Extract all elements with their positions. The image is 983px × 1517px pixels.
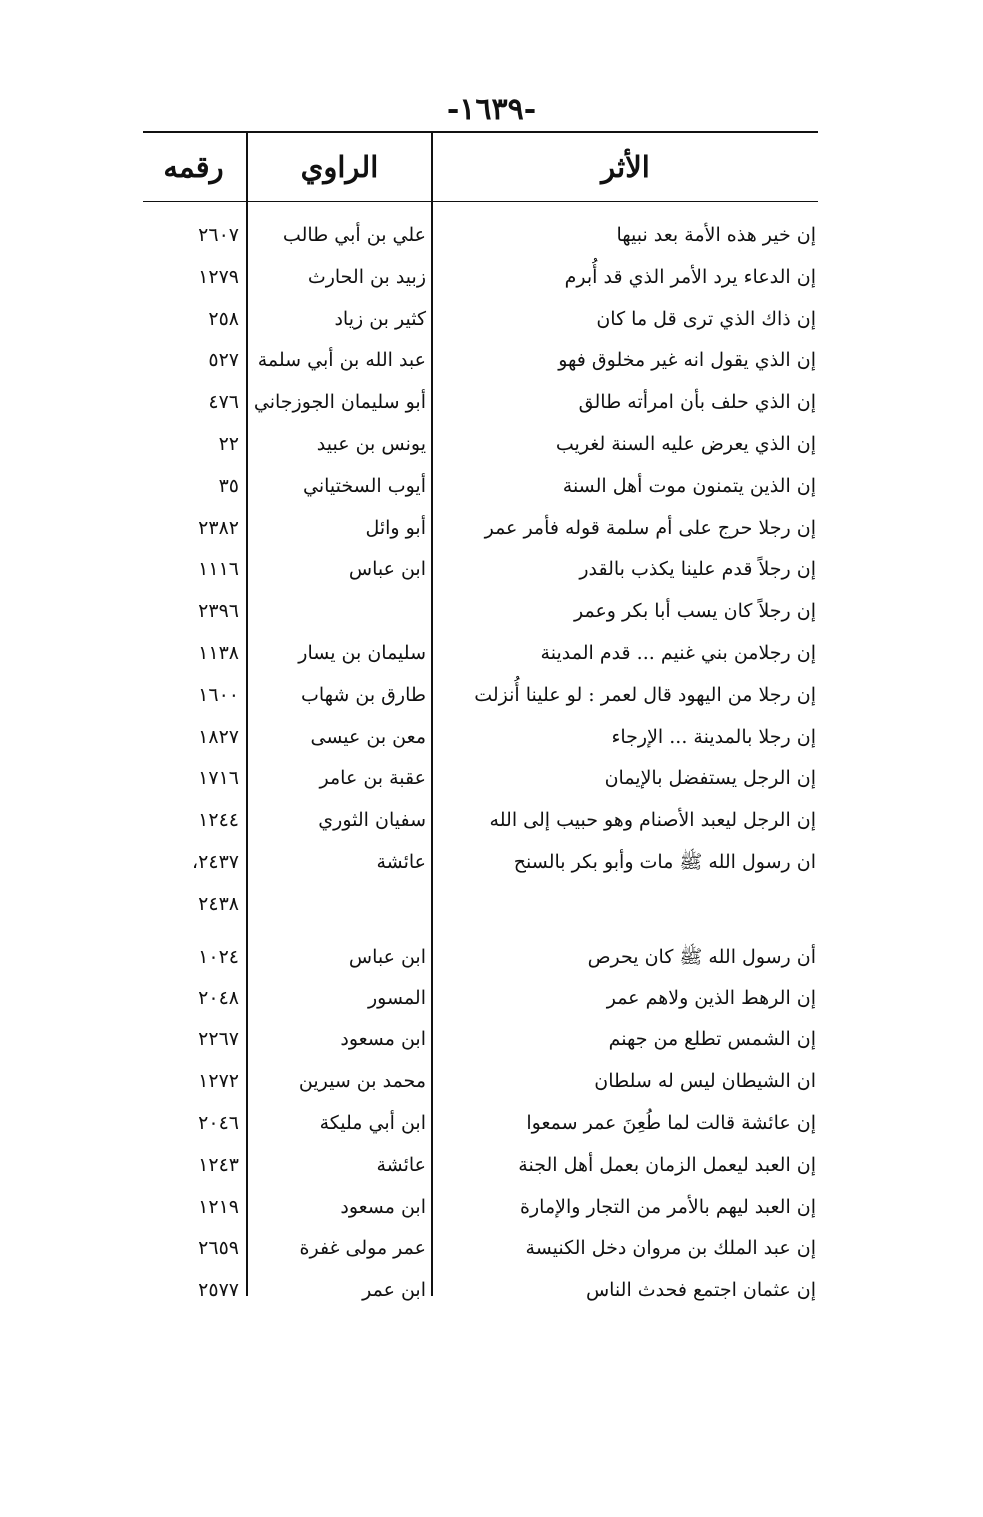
header-bottom-rule	[143, 201, 818, 202]
cell-athar: إن العبد ليعمل الزمان بعمل أهل الجنة	[518, 1153, 816, 1176]
table-row	[143, 675, 818, 717]
table-row	[143, 215, 818, 257]
cell-raqm: ٢٦٠٧	[198, 224, 239, 246]
cell-rawi: زبيد بن الحارث	[307, 265, 426, 288]
cell-raqm: ٢٢	[218, 432, 239, 455]
cell-athar: إن الرجل ليعبد الأصنام وهو حبيب إلى الله	[489, 809, 816, 832]
cell-athar: إن ذاك الذي ترى قل ما كان	[596, 307, 816, 330]
table-row	[143, 842, 818, 884]
table-row	[143, 1270, 818, 1312]
cell-rawi: كثير بن زياد	[334, 307, 426, 330]
table-row	[143, 1061, 818, 1103]
table-body	[143, 215, 818, 1312]
cell-raqm: ١٨٢٧	[198, 725, 239, 748]
table-header	[143, 141, 818, 193]
cell-rawi: أيوب السختياني	[303, 474, 426, 497]
table-row	[143, 1228, 818, 1270]
cell-athar: إن الشمس تطلع من جهنم	[608, 1028, 816, 1051]
cell-raqm: ٢٤٣٨	[198, 892, 239, 915]
cell-raqm: ٢٥٨	[208, 307, 239, 330]
cell-raqm: ١٦٠٠	[198, 683, 239, 706]
cell-athar: إن الذين يتمنون موت أهل السنة	[562, 474, 816, 497]
cell-rawi: ابن مسعود	[340, 1028, 426, 1051]
cell-athar: إن رجلا بالمدينة ... الإرجاء	[611, 725, 816, 748]
cell-rawi: ابن عباس	[348, 945, 426, 968]
cell-raqm: ١٢١٩	[198, 1195, 239, 1218]
cell-rawi: عبد الله بن أبي سلمة	[257, 349, 426, 372]
cell-athar: ان الشيطان ليس له سلطان	[594, 1070, 816, 1093]
table-top-rule	[143, 131, 818, 133]
header-rawi: الراوي	[300, 150, 379, 184]
cell-rawi: أبو سليمان الجوزجاني	[253, 391, 426, 414]
cell-raqm: ٢٣٩٦	[198, 600, 239, 623]
cell-athar: إن رجلامن بني غنيم ... قدم المدينة	[540, 641, 816, 664]
table-row	[143, 424, 818, 466]
cell-raqm: ١١١٦	[198, 558, 239, 581]
cell-athar: إن عثمان اجتمع فحدث الناس	[585, 1279, 816, 1302]
cell-rawi: عمر مولى غفرة	[299, 1237, 426, 1260]
cell-athar: إن رجلا من اليهود قال لعمر : لو علينا أُنزلت	[474, 683, 816, 706]
cell-rawi: عقبة بن عامر	[319, 767, 426, 790]
table-row	[143, 717, 818, 759]
cell-raqm: ٢٥٧٧	[198, 1279, 239, 1302]
table-row	[143, 758, 818, 800]
cell-rawi: ابن مسعود	[340, 1195, 426, 1218]
cell-rawi: أبو وائل	[365, 516, 426, 539]
table-row	[143, 633, 818, 675]
table-row	[143, 466, 818, 508]
cell-rawi: ابن أبي مليكة	[319, 1111, 426, 1134]
header-athar: الأثر	[601, 150, 650, 184]
cell-athar: إن الرجل يستفضل بالإيمان	[604, 767, 816, 790]
cell-rawi: سليمان بن يسار	[298, 641, 426, 664]
cell-athar: إن الذي يقول انه غير مخلوق فهو	[558, 349, 816, 372]
table-row	[143, 800, 818, 842]
cell-athar: إن الدعاء يرد الأمر الذي قد أُبرم	[564, 265, 816, 288]
cell-raqm: ١٢٤٤	[198, 809, 239, 832]
table-row	[143, 257, 818, 299]
cell-rawi: ابن عمر	[362, 1279, 426, 1302]
cell-raqm: ٢٦٥٩	[198, 1237, 239, 1260]
cell-rawi: علي بن أبي طالب	[282, 224, 426, 246]
cell-raqm: ٢٢٦٧	[198, 1028, 239, 1051]
cell-raqm: ١٢٧٩	[198, 265, 239, 288]
cell-athar: ان رسول الله ﷺ مات وأبو بكر بالسنح	[513, 850, 816, 873]
cell-rawi: ابن عباس	[348, 558, 426, 581]
cell-athar: إن رجلا حرج على أم سلمة قوله فأمر عمر	[484, 516, 816, 539]
cell-raqm: ١٢٤٣	[198, 1153, 239, 1176]
cell-rawi: عائشة	[376, 1153, 426, 1176]
cell-raqm: ٣٥	[218, 474, 239, 497]
cell-raqm: ١٠٢٤	[198, 945, 239, 968]
cell-athar: إن رجلاً قدم علينا يكذب بالقدر	[579, 558, 816, 581]
table-row	[143, 884, 818, 926]
table-row	[143, 1019, 818, 1061]
table-row	[143, 1145, 818, 1187]
cell-raqm: ١٧١٦	[198, 767, 239, 790]
table-row	[143, 1103, 818, 1145]
cell-rawi: يونس بن عبيد	[316, 432, 426, 455]
table-row	[143, 299, 818, 341]
cell-raqm: ٥٢٧	[208, 349, 239, 372]
header-raqm: رقمه	[163, 150, 224, 184]
cell-athar: إن الذي حلف بأن امرأته طالق	[578, 391, 816, 414]
cell-raqm: ٢٠٤٦	[198, 1111, 239, 1134]
cell-rawi: محمد بن سيرين	[298, 1070, 426, 1093]
cell-athar: إن رجلاً كان يسب أبا بكر وعمر	[573, 600, 816, 623]
cell-rawi: طارق بن شهاب	[300, 683, 426, 706]
cell-raqm: ٢٠٤٨	[198, 986, 239, 1009]
cell-rawi: سفيان الثوري	[318, 809, 426, 832]
table-row	[143, 549, 818, 591]
table-row	[143, 508, 818, 550]
table-row	[143, 382, 818, 424]
cell-athar: إن خير هذه الأمة بعد نبيها	[616, 224, 816, 246]
cell-raqm: ١٢٧٢	[198, 1070, 239, 1093]
cell-raqm: ١١٣٨	[198, 641, 239, 664]
cell-athar: إن الرهط الذين ولاهم عمر	[606, 986, 816, 1009]
cell-raqm: ٢٣٨٢	[198, 516, 239, 539]
table-row	[143, 340, 818, 382]
cell-athar: إن الذي يعرض عليه السنة لغريب	[555, 432, 816, 455]
cell-raqm: ٤٧٦	[208, 391, 239, 414]
table-row	[143, 978, 818, 1020]
page-number: -١٦٣٩-	[446, 92, 537, 127]
cell-athar: إن عبد الملك بن مروان دخل الكنيسة	[525, 1237, 816, 1260]
cell-rawi: المسور	[368, 986, 426, 1009]
cell-athar: إن عائشة قالت لما طُعِنَ عمر سمعوا	[526, 1111, 816, 1134]
table-row	[143, 926, 818, 978]
cell-rawi: معن بن عيسى	[310, 725, 426, 748]
cell-athar: إن العبد ليهم بالأمر من التجار والإمارة	[520, 1195, 816, 1218]
cell-raqm: ٢٤٣٧،	[192, 850, 239, 873]
cell-rawi: عائشة	[376, 850, 426, 873]
index-table	[143, 131, 818, 1302]
table-row	[143, 1187, 818, 1229]
cell-athar: أن رسول الله ﷺ كان يحرص	[587, 945, 816, 968]
table-row	[143, 591, 818, 633]
